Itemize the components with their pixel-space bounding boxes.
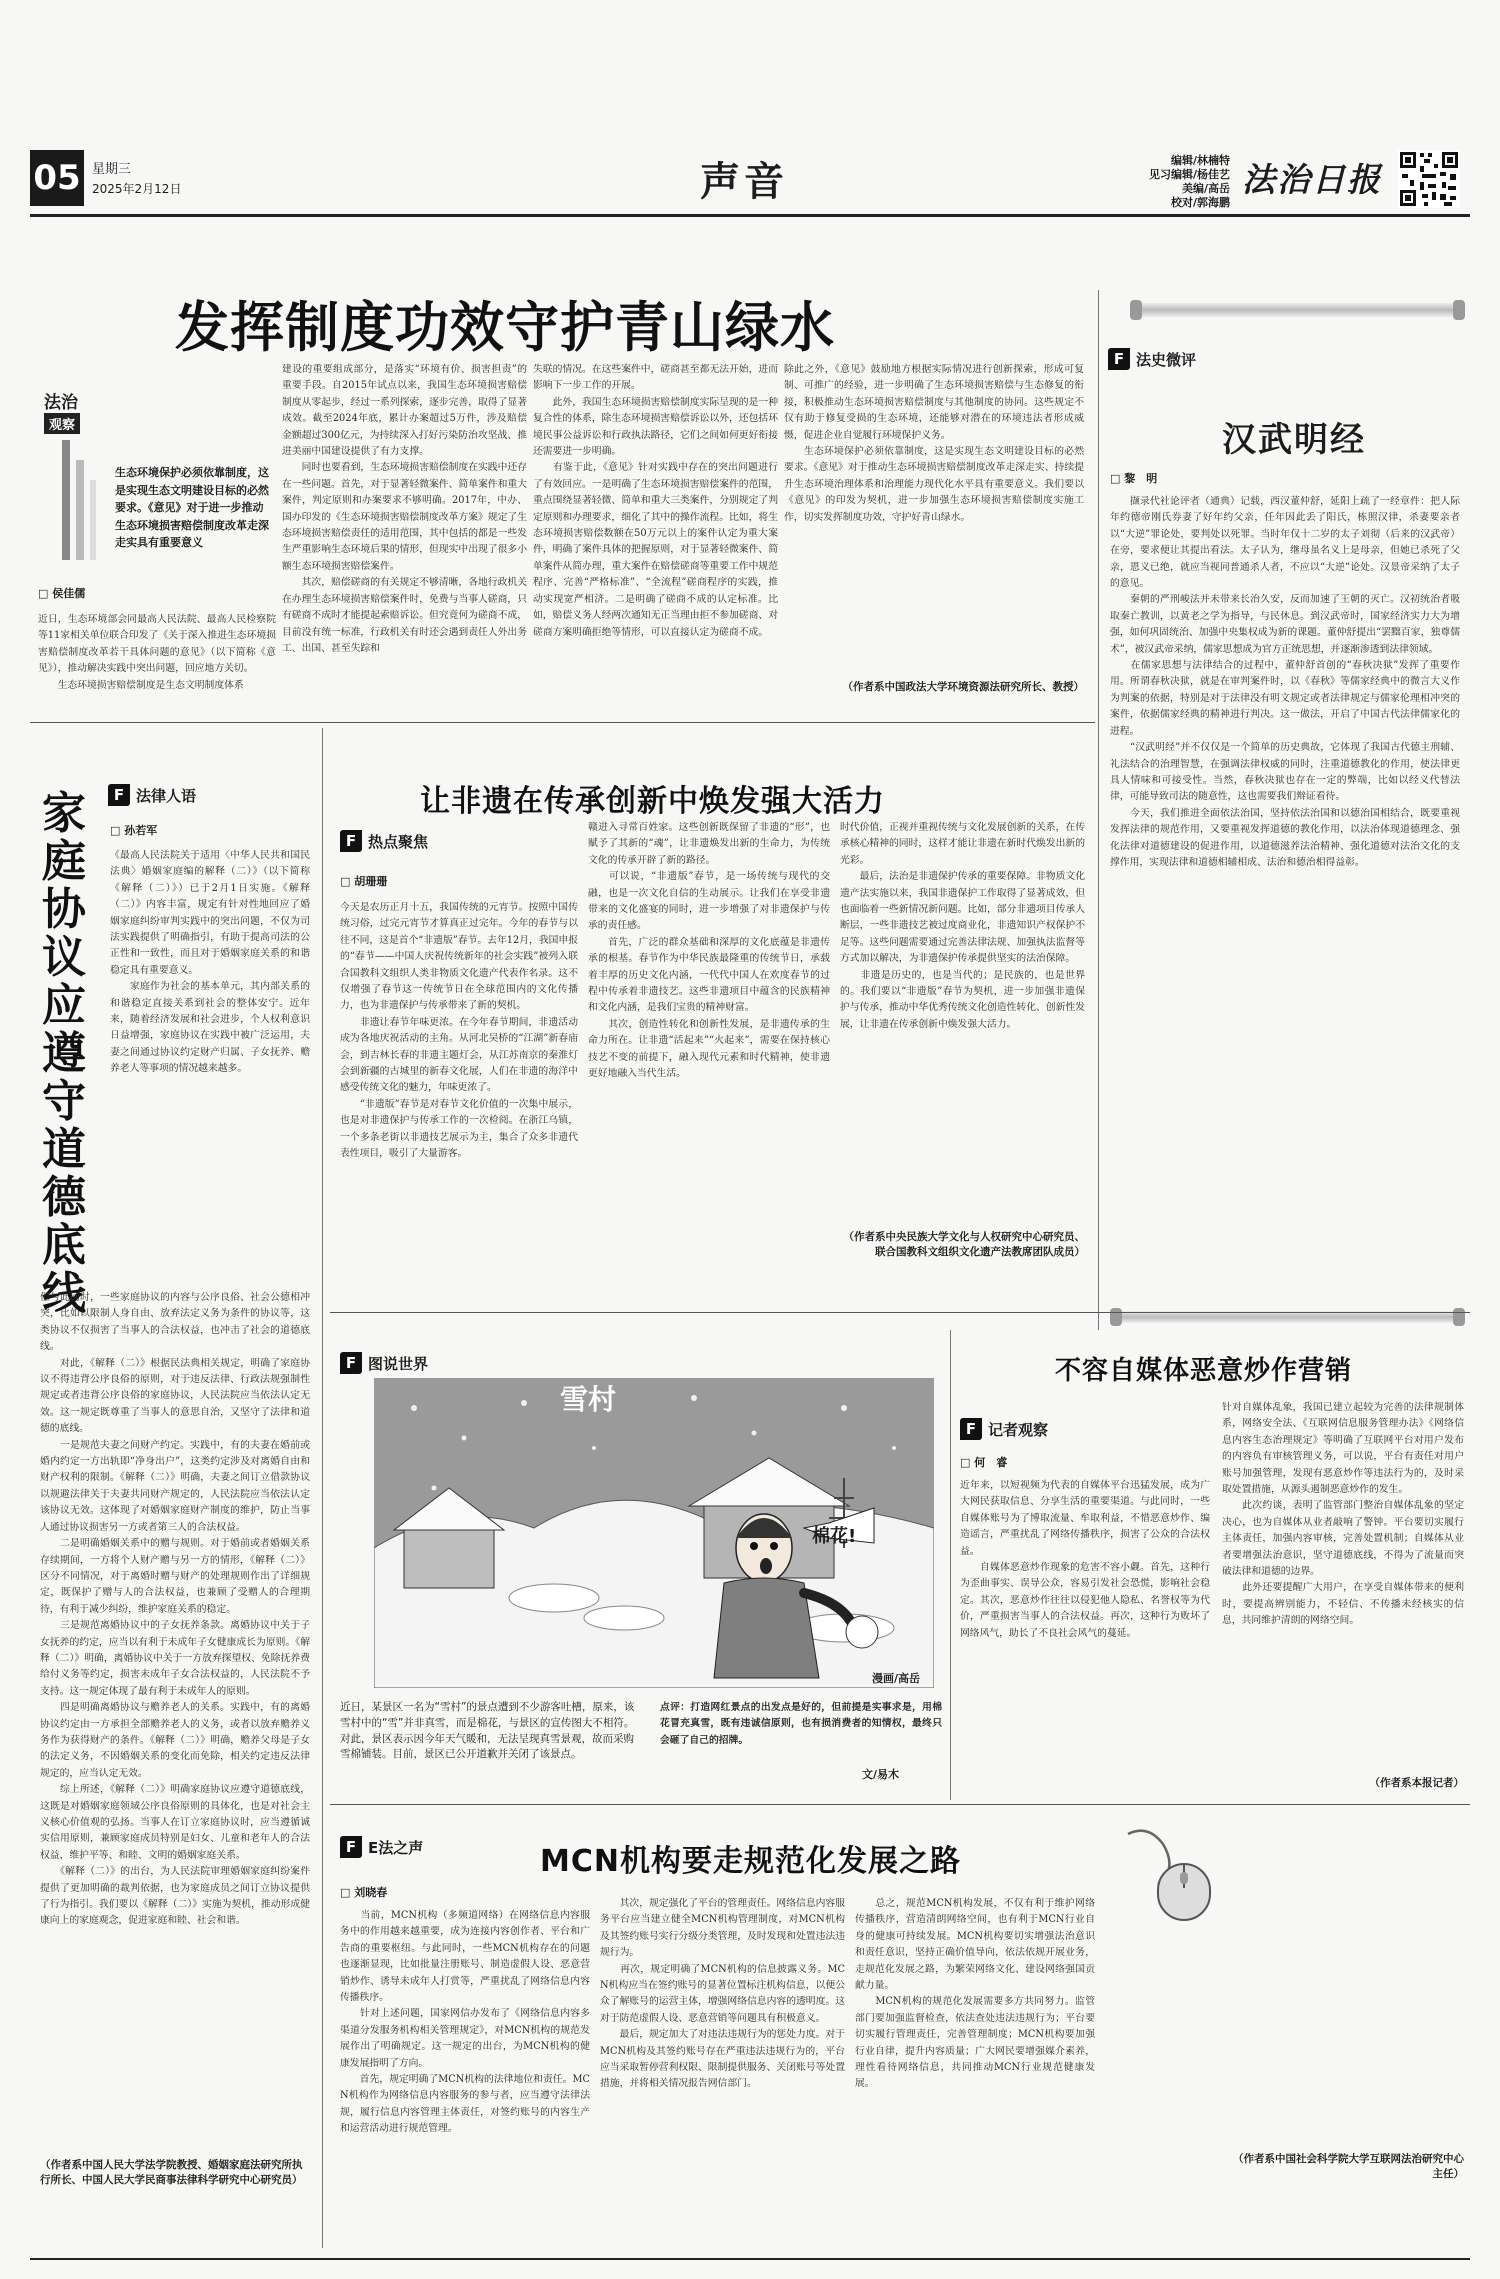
- lead-body-col3: 失联的情况。在这些案件中，磋商甚至都无法开始，进而影响下一步工作的开展。 此外，我国生态环境损害赔偿制度实际呈现的是一种复合性的体系，除生态环境损害赔偿诉讼以外，还包括环境民事公益诉讼和行政执法路径，它们之间如何更好衔接还需要进一步明确。 有鉴于此，《意见》针对实践中存在的突出问题进行了有效回应。一是明确了生态环境损害赔偿案件的范围，重点围绕显著轻微、简单和重大三类案件，分别规定了判定原则和办理要求，细化了其中的操作流程。比如，将生态环境损害赔偿数额在50万元以上的案件认定为重大案件，明确了案件具体的把握原则，对于显著轻微案件、简单案件从简办理，重大案件在赔偿磋商等重要工作中规范程序、完善“严格标准”、“全流程”磋商程序的实践，推动实现宽严相济。二是明确了磋商不成的认定标准。比如，赔偿义务人经两次通知无正当理由拒不参加磋商、对磋商方案明确拒绝等情形，可以直接认定为磋商不成。: [533, 364, 778, 638]
- heritage-column-header: [340, 830, 428, 852]
- lead-body-col4: 除此之外，《意见》鼓励地方根据实际情况进行创新探索，形成可复制、可推广的经验，进一步明确了生态环境损害赔偿与生态修复的衔接，积极推动生态环境损害赔偿制度与其他制度的协同。这些规定不仅有助于修复受损的生态环境，还能够对潜在的环境违法者形成威慑，促进企业自觉履行环境保护义务。 生态环境保护必须依靠制度，这是实现生态文明建设目标的必然要求。《意见》对于推动生态环境损害赔偿制度改革走深走实、持续提升生态环境治理体系和治理能力现代化水平具有重要意义。我们要以《意见》的印发为契机，进一步加强生态环境损害赔偿制度实施工作，切实发挥制度功效，守护好青山绿水。: [784, 364, 1084, 523]
- page-header: [30, 150, 1470, 210]
- mcn-body-col2: 其次，规定强化了平台的管理责任。网络信息内容服务平台应当建立健全MCN机构管理制度，对MCN机构及其签约账号实行分级分类管理，及时发现和处置违法违规行为。 再次，规定明确了MCN机构的信息披露义务。MCN机构应当在签约账号的显著位置标注机构信息，以便公众了解账号的运营主体，增强网络信息内容的透明度。这对于防范虚假人设、恶意营销等问题具有积极意义。 最后，规定加大了对违法违规行为的惩处力度。对于MCN机构及其签约账号存在严重违法违规行为的，平台应当采取暂停营利权限、限制提供服务、关闭账号等处置措施，并将相关情况报告网信部门。: [600, 1898, 845, 2090]
- media-author: [960, 1454, 1007, 1470]
- editorial-credits: [1120, 154, 1230, 210]
- lead-author: [38, 585, 85, 601]
- cartoon-column-header: [340, 1352, 428, 1374]
- author-marker: □: [110, 824, 121, 837]
- heritage-column-name: 热点聚焦: [368, 832, 429, 851]
- cartoon-comment: 点评：打造网红景点的出发点是好的，但前提是实事求是，用棉花冒充真雪，既有违诚信原则，也有损消费者的知情权，最终只会砸了自己的招牌。: [660, 1702, 942, 1746]
- lead-summary: 生态环境保护必须依靠制度，这是实现生态文明建设目标的必然要求。《意见》对于进一步推动生态环境损害赔偿制度改革走深走实具有重要意义: [115, 466, 269, 549]
- column-badge-law-observation: [44, 388, 100, 438]
- media-author-name: 何 睿: [974, 1456, 1008, 1469]
- family-title: 家庭协议应遵守道德底线: [42, 788, 86, 1319]
- family-author: [110, 822, 157, 838]
- page-number: 05: [30, 150, 84, 206]
- mcn-author-note: （作者系中国社会科学院大学互联网法治研究中心主任）: [1233, 2153, 1464, 2180]
- mcn-column-name: E法之声: [368, 1838, 424, 1857]
- section-title: 声音: [700, 159, 788, 205]
- heritage-body-col1: 今天是农历正月十五，我国传统的元宵节。按照中国传统习俗，过完元宵节才算真正过完年。今年的春节与以往不同，这是首个“非遗版”春节。去年12月，我国申报的“春节——中国人庆祝传统新年的社会实践”被列入联合国教科文组织人类非物质文化遗产代表作名录。这不仅增强了春节这一传统节日在全球范围内的文化传播力，也为非遗保护与传承带来了新的契机。 非遗让春节年味更浓。在今年春节期间，非遗活动成为各地庆祝活动的主角。从河北吴桥的“江湖”新春庙会，到吉林长春的非遗主题灯会，从江苏南京的秦淮灯会到新疆的古城里的新春文化展，人们在非遗的海洋中感受传统文化的魅力，年味更浓了。 “非遗版”春节是对春节文化价值的一次集中展示，也是对非遗保护与传承工作的一次检阅。在浙江乌镇，一个多条老街以非遗技艺展示为主，集合了众多非遗代表性项目，吸引了大量游客。: [340, 902, 578, 1160]
- scroll-banner-bottom: [1110, 1306, 1465, 1328]
- cartoon-comment-author: 文/易木: [862, 1768, 900, 1781]
- cartoon-credit: 漫画/高岳: [872, 1672, 921, 1685]
- history-author-name: 黎 明: [1124, 472, 1158, 485]
- column-f-icon: F: [108, 784, 130, 806]
- lead-author-name: 侯佳儒: [52, 587, 86, 600]
- family-author-note: （作者系中国人民大学法学院教授、婚姻家庭法研究所执行所长、中国人民大学民商事法律科学研究中心研究员）: [40, 2159, 303, 2186]
- heritage-body-col3: 时代价值，正视并重视传统与文化发展创新的关系，在传承核心精神的同时，这样才能让非遗在新时代焕发出新的光彩。 最后，法治是非遗保护传承的重要保障。非物质文化遗产法实施以来，我国非遗保护工作取得了显著成效，但也面临着一些新情况新问题。比如，部分非遗项目传承人断层，一些非遗技艺被过度商业化，非遗知识产权保护不足等。这些问题需要通过完善法律法规、加强执法监督等方式加以解决，为非遗保护传承提供坚实的法治保障。 非遗是历史的，也是当代的；是民族的，也是世界的。我们要以“非遗版”春节为契机，进一步加强非遗保护与传承，推动中华优秀传统文化创造性转化、创新性发展，让非遗在传承创新中焕发强大活力。: [840, 822, 1085, 1030]
- history-body: 撷录代社论评者（通典）记载，西汉董仲舒，延阳上疏了一经章件：把人际年约德帝刚氏券妻了好年约父亲，任年因此丢了阳氏，栋照汉律，杀妻要亲者以“大逆”罪论处，要判处以死罪。当时年仅十二岁的太子刘彻（后来的汉武帝）在旁，要求便让其提出看法。太子认为，继母虽名义上是母亲，但她已杀死了父亲，恩义已绝，就应当视同普通杀人者，不应以“大逆”论处。汉景帝采纳了太子的意见。 秦朝的严刑峻法并未带来长治久安，反而加速了王朝的灭亡。汉初统治者吸取秦亡教训，以黄老之学为指导，与民休息。到汉武帝时，国家经济实力大为增强，如何巩固统治、加强中央集权成为新的课题。董仲舒提出“罢黜百家，独尊儒术”，被汉武帝采纳，儒家思想成为官方正统思想，并逐渐渗透到法律领域。 在儒家思想与法律结合的过程中，董仲舒首创的“春秋决狱”发挥了重要作用。所谓春秋决狱，就是在审判案件时，以《春秋》等儒家经典中的微言大义作为判案的依据，特别是对于法律没有明文规定或者法律规定与儒家伦理相冲突的案件，依据儒家经典的精神进行判决。这一做法，开启了中国古代法律儒家化的进程。 “汉武明经”并不仅仅是一个简单的历史典故，它体现了我国古代德主刑辅、礼法结合的治理智慧，在强调法律权威的同时，注重道德教化的作用，使法律更具人情味和可接受性。当然，春秋决狱也存在一定的弊端，比如以经义代替法律，可能导致司法的随意性，这也需要我们辩证看待。 今天，我们推进全面依法治国，坚持依法治国和以德治国相结合，既要重视发挥法律的规范作用，又要重视发挥道德的教化作用，以法治体现道德理念、强化法律对道德建设的促进作用，以道德滋养法治精神、强化道德对法治文化的支撑作用，实现法律和道德相辅相成、法治和德治相得益彰。: [1110, 496, 1460, 868]
- column-f-icon: F: [340, 1352, 362, 1374]
- mcn-body-col3: 总之，规范MCN机构发展，不仅有利于维护网络传播秩序，营造清朗网络空间，也有利于MCN行业自身的健康可持续发展。MCN机构要切实增强法治意识和责任意识，坚持正确价值导向，依法依规开展业务，走规范化发展之路，为繁荣网络文化、建设网络强国贡献力量。 MCN机构的规范化发展需要多方共同努力。监管部门要加强监督检查，依法查处违法违规行为；平台要切实履行管理责任，完善管理制度；MCN机构要加强行业自律，提升内容质量；广大网民要增强媒介素养，理性看待网络信息，共同推动MCN行业规范健康发展。: [855, 1898, 1095, 2090]
- media-column-header: [960, 1418, 1048, 1440]
- media-body-col1: 近年来，以短视频为代表的自媒体平台迅猛发展，成为广大网民获取信息、分享生活的重要渠道。与此同时，一些自媒体账号为了博取流量、牟取利益，不惜恶意炒作、编造谣言，严重扰乱了网络传播秩序，损害了公众的合法权益。 自媒体恶意炒作现象的危害不容小觑。首先，这种行为歪曲事实、误导公众，容易引发社会恐慌，影响社会稳定。其次，恶意炒作往往以侵犯他人隐私、名誉权等为代价，严重损害当事人的合法权益。再次，这种行为败坏了网络风气，助长了不良社会风气的蔓延。: [960, 1480, 1210, 1639]
- media-body-col2: 针对自媒体乱象，我国已建立起较为完善的法律规制体系，网络安全法、《互联网信息服务管理办法》《网络信息内容生态治理规定》等明确了互联网平台对用户发布的内容负有审核管理义务，可以说，平台有责任对用户账号加强管理，发现有恶意炒作等违法行为的，及时采取处置措施，从源头遏制恶意炒作的发生。 此次约谈，表明了监管部门整治自媒体乱象的坚定决心，也为自媒体从业者敲响了警钟。平台要切实履行主体责任，加强内容审核，完善处置机制；自媒体从业者要增强法治意识，坚守道德底线，不得为了流量而突破法律和道德的边界。 此外还要提醒广大用户，在享受自媒体带来的便利时，要提高辨别能力，不轻信、不传播未经核实的信息，共同维护清朗的网络空间。: [1222, 1402, 1464, 1627]
- family-divider: [322, 728, 323, 2248]
- editor-credit: 编辑/林楠特: [1170, 154, 1230, 167]
- family-body-bottom: 但与此同时，一些家庭协议的内容与公序良俗、社会公德相冲突，比如以限制人身自由、放弃法定义务为条件的协议等，这类协议不仅损害了当事人的合法权益，也冲击了社会的道德底线。 对此，《解释（二）》根据民法典相关规定，明确了家庭协议不得违背公序良俗的原则，对于违反法律、行政法规强制性规定或者违背公序良俗的家庭协议，人民法院应当依法认定无效。这一规定既尊重了当事人的意思自治，又坚守了法律和道德的底线。 一是规范夫妻之间财产约定。实践中，有的夫妻在婚前或婚内约定一方出轨即“净身出户”，这类约定涉及对离婚自由和财产权利的限制。《解释（二）》明确，夫妻之间订立借款协议以规避法律关于夫妻共同财产规定的，人民法院应当依法认定该协议无效。这体现了对婚姻家庭财产制度的维护，防止当事人通过协议损害另一方或者第三人的合法权益。 二是明确婚姻关系中的赠与规则。对于婚前或者婚姻关系存续期间，一方将个人财产赠与另一方的情形，《解释（二）》区分不同情况，对于离婚时赠与财产的处理规则作出了详细规定，既保护了赠与人的合法权益，也兼顾了受赠人的合理期待，有利于减少纠纷，维护家庭关系的稳定。 三是规范离婚协议中的子女抚养条款。离婚协议中关于子女抚养的约定，应当以有利于未成年子女健康成长为原则。《解释（二）》明确，离婚协议中关于一方放弃探望权、免除抚养费给付义务等约定，损害未成年子女合法权益的，人民法院不予支持。这一规定体现了最有利于未成年人的原则。 四是明确离婚协议与赡养老人的关系。实践中，有的离婚协议约定由一方承担全部赡养老人的义务，或者以放弃赡养义务作为获得财产的条件。《解释（二）》明确，赡养父母是子女的法定义务，不因婚姻关系的变化而免除，相关约定违反法律规定的，应当认定无效。 综上所述，《解释（二）》明确家庭协议应遵守道德底线，这既是对婚姻家庭领域公序良俗原则的具体化，也是对社会主义核心价值观的弘扬。当事人在订立家庭协议时，应当遵循诚实信用原则，兼顾家庭成员特别是妇女、儿童和老年人的合法权益，维护平等、和睦、文明的婚姻家庭关系。 《解释（二）》的出台，为人民法院审理婚姻家庭纠纷案件提供了更加明确的裁判依据，也为家庭成员之间订立协议提供了行为指引。我们要以《解释（二）》实施为契机，推动形成健康向上的家庭观念，促进家庭和睦、社会和谐。: [40, 1292, 310, 1927]
- history-column-name: 法史微评: [1136, 350, 1197, 369]
- lead-body-col1: 近日，生态环境部会同最高人民法院、最高人民检察院等11家相关单位联合印发了《关于深入推进生态环境损害赔偿制度改革若干具体问题的意见》（以下简称《意见》），推动解决实践中突出问题，回应地方关切。 生态环境损害赔偿制度是生态文明制度体系: [38, 614, 276, 691]
- lead-body-col2: 建设的重要组成部分，是落实“环境有价、损害担责”的重要手段。自2015年试点以来，我国生态环境损害赔偿制度从零起步，经过一系列探索，逐步完善，取得了显著成效。截至2024年底，累计办案超过5万件，涉及赔偿金额超过300亿元，为持续深入打好污染防治攻坚战、推进美丽中国建设提供了有力支撑。 同时也要看到，生态环境损害赔偿制度在实践中还存在一些问题。首先，对于显著轻微案件、简单案件和重大案件，判定原则和办案要求不够明确。2017年，中办、国办印发的《生态环境损害赔偿制度改革方案》规定了生态环境损害赔偿责任的适用范围，其中包括的都是一些发生严重影响生态环境后果的情形，但现实中出现了很多小额生态环境损害赔偿案件。 其次，赔偿磋商的有关规定不够清晰，各地行政机关在办理生态环境损害赔偿案件时，免费与当事人磋商，只有磋商不成时才能提起索赔诉讼。但究竟何为磋商不成，目前没有统一标准，行政机关有时还会遇到责任人外出务工、出国、甚至失踪和: [282, 364, 527, 654]
- heritage-author-note: （作者系中央民族大学文化与人权研究中心研究员、联合国教科文组织文化遗产法教席团队成员）: [843, 1231, 1085, 1258]
- footer-rule: [30, 2258, 1470, 2260]
- history-column-header: [1108, 348, 1196, 370]
- column-badge-bottom: 观察: [44, 413, 80, 434]
- cartoon-sign-text: 雪村: [560, 1383, 617, 1416]
- heritage-title: 让非遗在传承创新中焕发强大活力: [420, 784, 885, 819]
- author-marker: □: [38, 587, 49, 600]
- mcn-author: [340, 1884, 387, 1900]
- heritage-body-col2: 赣进入寻常百姓家。这些创新既保留了非遗的“形”，也赋予了其新的“魂”，让非遗焕发出新的生命力，为传统文化的传承开辟了新的路径。 可以说，“非遗版”春节，是一场传统与现代的交融，也是一次文化自信的生动展示。让我们在享受非遗带来的文化盛宴的同时，进一步增强了对非遗保护与传承的责任感。 首先，广泛的群众基础和深厚的文化底蕴是非遗传承的根基。春节作为中华民族最隆重的传统节日，承载着丰厚的历史文化内涵，一代代中国人在欢度春节的过程中传承着非遗技艺。这些非遗项目中蕴含的民族精神和文化内涵，是我们宝贵的精神财富。 其次，创造性转化和创新性发展，是非遗传承的生命力所在。让非遗“活起来”“火起来”，需要在保持核心技艺不变的前提下，融入现代元素和时代精神，使非遗更好地融入当代生活。: [588, 822, 830, 1080]
- column-badge-bars: [62, 440, 98, 560]
- designer-credit: 美编/高岳: [1181, 182, 1230, 195]
- heritage-author: [340, 873, 387, 889]
- heritage-author-name: 胡珊珊: [354, 875, 388, 888]
- family-author-name: 孙若军: [124, 824, 158, 837]
- column-f-icon: F: [340, 830, 362, 852]
- history-title: 汉武明经: [1222, 420, 1366, 460]
- cartoon-speech: 棉花!: [812, 1526, 857, 1547]
- heritage-divider: [330, 1312, 1470, 1313]
- computer-mouse-icon: [1118, 1824, 1228, 1924]
- media-divider: [950, 1330, 951, 1800]
- lead-divider: [30, 722, 1095, 723]
- trainee-editor-credit: 见习编辑/杨佳艺: [1148, 168, 1230, 181]
- history-divider: [1098, 290, 1099, 1330]
- media-column-name: 记者观察: [988, 1420, 1049, 1439]
- header-rule: [30, 214, 1470, 217]
- mcn-body-col1: 当前，MCN机构（多频道网络）在网络信息内容服务中的作用越来越重要，成为连接内容创作者、平台和广告商的重要枢纽。与此同时，一些MCN机构存在的问题也逐渐显现，比如批量注册账号、制造虚假人设、恶意营销炒作、诱导未成年人打赏等，严重扰乱了网络信息内容传播秩序。 针对上述问题，国家网信办发布了《网络信息内容多渠道分发服务机构相关管理规定》，对MCN机构的规范发展作出了明确规定。这一规定的出台，为MCN机构的健康发展指明了方向。 首先，规定明确了MCN机构的法律地位和责任。MCN机构作为网络信息内容服务的参与者，应当遵守法律法规，履行信息内容管理主体责任，对签约账号的内容生产和运营活动进行规范管理。: [340, 1910, 590, 2135]
- media-title: 不容自媒体恶意炒作营销: [1055, 1356, 1353, 1386]
- media-author-note: （作者系本报记者）: [1369, 1777, 1464, 1789]
- mcn-author-name: 刘晓春: [354, 1886, 388, 1899]
- author-marker: □: [960, 1456, 971, 1469]
- masthead-logo: 法治日报: [1242, 160, 1382, 199]
- lead-author-note: （作者系中国政法大学环境资源法研究所长、教授）: [842, 681, 1084, 693]
- proofreader-credit: 校对/郭海鹏: [1170, 196, 1230, 209]
- issue-date: 2025年2月12日: [92, 182, 182, 196]
- qr-code-icon: [1398, 150, 1460, 208]
- mcn-body-col4: [1226, 1896, 1464, 2146]
- cartoon-caption: 近日，某景区一名为“雪村”的景点遭到不少游客吐槽，原来，该雪村中的“雪”并非真雪，而是棉花，与景区的宣传图大不相符。对此，景区表示因今年天气暖和，无法呈现真雪景观，故而采购雪棉铺装。目前，景区已公开道歉并关闭了该景点。: [340, 1701, 635, 1761]
- history-author: [1110, 470, 1157, 486]
- family-body-top: 《最高人民法院关于适用〈中华人民共和国民法典〉婚姻家庭编的解释（二）》（以下简称《解释（二）》）已于2月1日实施。《解释（二）》内容丰富，规定有针对性地回应了婚姻家庭纠纷审判实践中的突出问题，不仅为司法实践提供了明确指引，有助于提高司法的公正性和一致性，而且对于婚姻家庭关系的和谐稳定具有重要意义。 家庭作为社会的基本单元，其内部关系的和谐稳定直接关系到社会的整体安宁。近年来，随着经济发展和社会进步，个人权利意识日益增强，家庭协议在实践中被广泛运用，夫妻之间通过协议约定财产归属、子女抚养、赡养老人等事项的情况越来越多。: [110, 850, 310, 1075]
- scroll-banner: [1130, 298, 1465, 322]
- author-marker: □: [340, 1886, 351, 1899]
- column-f-icon: F: [960, 1418, 982, 1440]
- cartoon-column-name: 图说世界: [368, 1354, 429, 1373]
- column-f-icon: F: [1108, 348, 1130, 370]
- column-badge-top: 法治: [44, 393, 78, 413]
- weekday: 星期三: [92, 162, 132, 177]
- lead-title: 发挥制度功效守护青山绿水: [175, 296, 835, 359]
- author-marker: □: [1110, 472, 1121, 485]
- mcn-title: MCN机构要走规范化发展之路: [540, 1844, 961, 1879]
- mcn-divider: [330, 1804, 1470, 1805]
- mcn-column-header: [340, 1836, 423, 1858]
- family-column-header: [108, 784, 196, 806]
- author-marker: □: [340, 875, 351, 888]
- family-column-name: 法律人语: [136, 786, 197, 805]
- column-f-icon: F: [340, 1836, 362, 1858]
